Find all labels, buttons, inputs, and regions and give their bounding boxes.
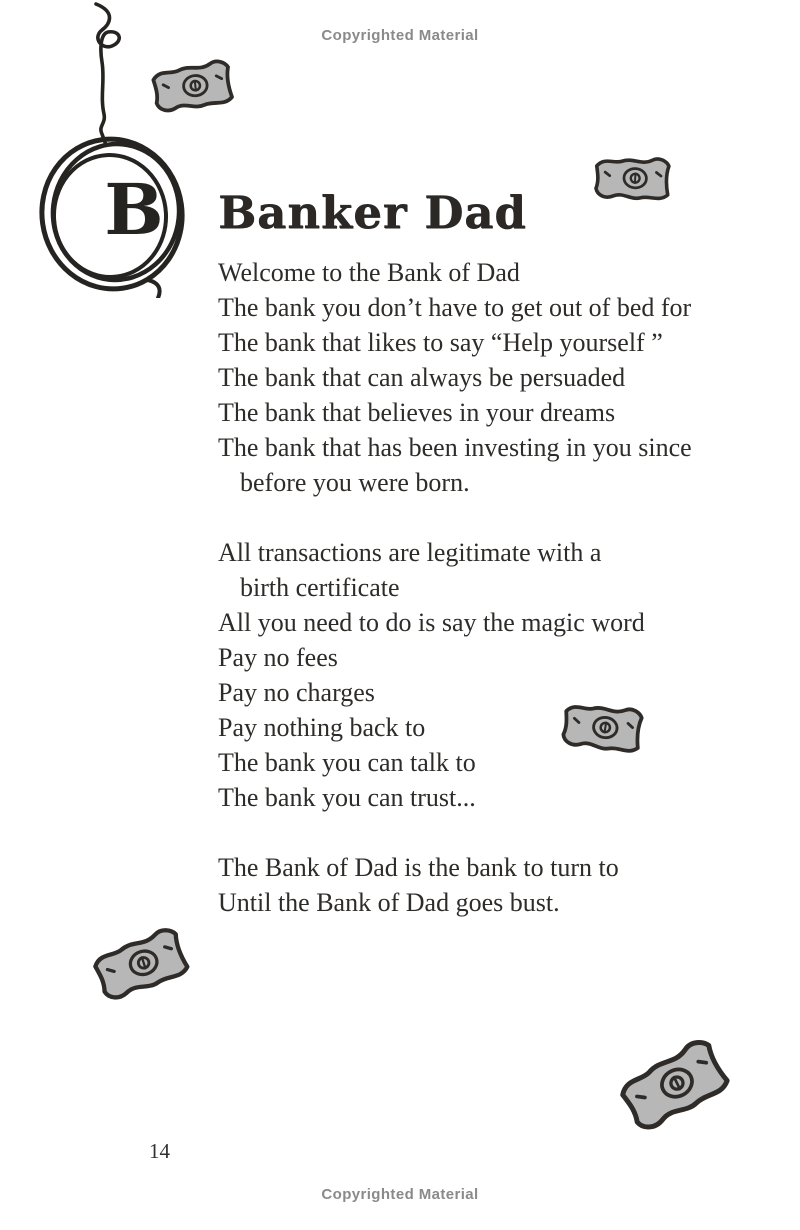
poem-line: All you need to do is say the magic word [218,608,645,637]
poem-line: The bank you can talk to [218,748,476,777]
poem-stanzas [218,255,698,920]
poem-line: The Bank of Dad is the bank to turn to [218,853,619,882]
poem-line: The bank that believes in your dreams [218,398,616,427]
page-number: 14 [149,1139,170,1163]
poem-line: The bank that can always be persuaded [218,363,626,392]
poem-line: The bank that likes to say “Help yourself ” [218,328,663,357]
stanza [218,850,698,920]
poem-line: The bank you don’t have to get out of bed for [218,293,692,322]
poem-title: Banker Dad [218,186,527,240]
poem-line: The bank that has been investing in you since [218,433,692,462]
copyright-notice-top: Copyrighted Material [321,27,479,44]
drop-cap-circle [30,130,198,298]
banknote-doodle-top-left [147,48,238,124]
poem-line: Until the Bank of Dad goes bust. [218,888,560,917]
banknote-doodle-top-right [590,144,674,211]
banknote-doodle-bottom-left [83,915,197,1013]
squiggle-cord-doodle [80,2,142,147]
poem-line: Pay nothing back to [218,713,426,742]
poem-line: before you were born. [240,468,470,497]
poem-line: Pay no charges [218,678,375,707]
stanza [218,255,698,500]
poem-line: Pay no fees [218,643,338,672]
copyright-notice-bottom: Copyrighted Material [321,1186,479,1203]
poem-line: The bank you can trust... [218,783,476,812]
poem-line: All transactions are legitimate with a [218,538,602,567]
banknote-doodle-middle-right [556,690,649,764]
poem-line: Welcome to the Bank of Dad [218,258,520,287]
stanza [218,535,698,815]
poem-line: birth certificate [240,573,400,602]
drop-cap-letter: B [104,168,164,251]
banknote-doodle-bottom-right [605,1022,742,1148]
